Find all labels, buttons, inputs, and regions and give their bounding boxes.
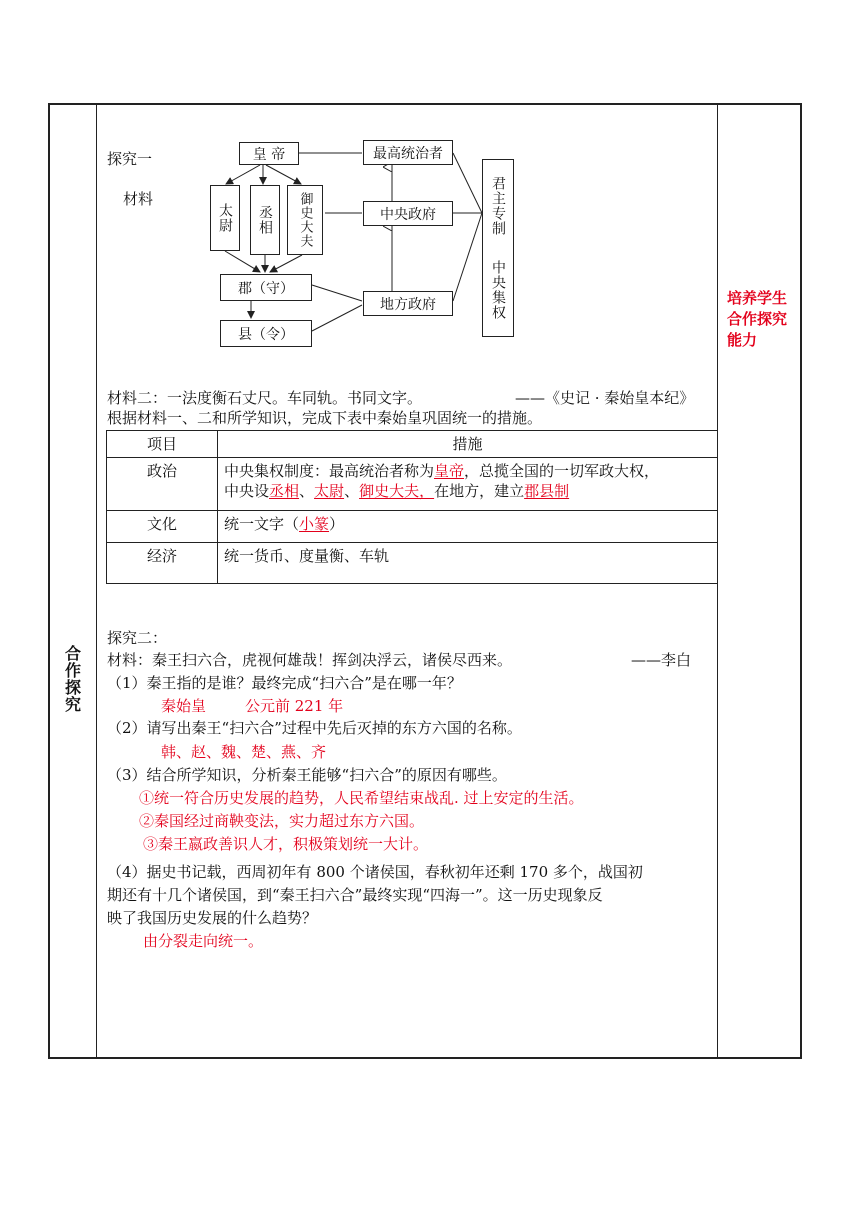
main-content: [105, 105, 718, 1057]
emperor-box: 皇 帝: [239, 142, 299, 165]
explore1-question: 根据材料一、二和所学知识，完成下表中秦始皇巩固统一的措施。: [107, 409, 543, 427]
question-4-line1: （4）据史书记载，西周初年有 800 个诸侯国，春秋初年还剩 170 多个，战国初: [107, 863, 643, 881]
answer-taiwei: 太尉: [314, 482, 345, 500]
politics-measure: [218, 458, 718, 511]
answer-2: 韩、赵、魏、楚、燕、齐: [161, 743, 327, 761]
material2-source: ——《史记 · 秦始皇本纪》: [515, 389, 695, 407]
row-label: 经济: [107, 543, 218, 584]
separator: 、: [299, 482, 315, 500]
question-2: （2）请写出秦王“扫六合”过程中先后灭掉的东方六国的名称。: [107, 719, 522, 737]
chengxiang-box: 丞相: [250, 185, 280, 255]
jun-box: 郡（守）: [220, 274, 312, 301]
lesson-frame: [48, 103, 802, 1059]
measures-table: [106, 430, 718, 584]
answer-1-name: 秦始皇: [161, 697, 207, 715]
answer-xiaozhuan: 小篆: [299, 515, 330, 533]
table-row: [107, 511, 718, 543]
question-4-line3: 映了我国历史发展的什么趋势？: [107, 909, 318, 927]
answer-1-year: 公元前 221 年: [245, 697, 344, 715]
explore2-material: 材料：秦王扫六合，虎视何雄哉！挥剑决浮云，诸侯尽西来。: [107, 651, 513, 669]
table-row: [107, 458, 718, 511]
top-ruler-box: 最高统治者: [363, 140, 453, 165]
political-structure-diagram: [105, 105, 718, 355]
politics-text: 中央集权制度：最高统治者称为: [224, 462, 435, 480]
column-divider-left: [96, 105, 97, 1057]
explore1-material-label: 材料: [123, 190, 154, 208]
teaching-goal: 培养学生合作探究能力: [727, 289, 788, 349]
answer-3-1: ①统一符合历史发展的趋势，人民希望结束战乱. 过上安定的生活。: [139, 789, 584, 807]
section-label-char: 探: [64, 678, 81, 697]
xian-box: 县（令）: [220, 320, 312, 347]
section-label-char: 作: [64, 661, 81, 680]
explore2-source: ——李白: [631, 651, 692, 669]
answer-3-2: ②秦国经过商鞅变法，实力超过东方六国。: [139, 812, 425, 830]
question-3: （3）结合所学知识，分析秦王能够“扫六合”的原因有哪些。: [107, 766, 507, 784]
table-header-row: [107, 431, 718, 458]
politics-text: 在地方，建立: [434, 482, 525, 500]
answer-emperor: 皇帝: [434, 462, 465, 480]
header-item: 项目: [107, 431, 218, 458]
separator: 、: [344, 482, 360, 500]
economy-measure: 统一货币、度量衡、车轨: [218, 543, 718, 584]
taiwei-box: 太尉: [210, 185, 240, 251]
section-label-char: 究: [64, 695, 81, 714]
answer-3-3: ③秦王嬴政善识人才，积极策划统一大计。: [143, 835, 429, 853]
explore1-title: 探究一: [107, 150, 153, 168]
right-summary-box: [482, 159, 514, 337]
answer-junxian: 郡县制: [524, 482, 570, 500]
row-label: 政治: [107, 458, 218, 511]
header-measure: 措施: [218, 431, 718, 458]
centralization-label: 中央集权: [490, 260, 506, 320]
politics-text: ，总揽全国的一切军政大权，: [464, 462, 660, 480]
section-label-char: 合: [64, 644, 81, 663]
culture-text: 统一文字（: [224, 515, 300, 533]
answer-yushi: 御史大夫，: [359, 482, 435, 500]
yushi-box: 御史大夫: [287, 185, 323, 255]
culture-measure: [218, 511, 718, 543]
row-label: 文化: [107, 511, 218, 543]
local-gov-box: 地方政府: [363, 291, 453, 316]
autocracy-label: 君主专制: [490, 176, 506, 236]
culture-text: ）: [329, 515, 345, 533]
material2-text: 材料二：一法度衡石丈尺。车同轨。书同文字。: [107, 389, 423, 407]
question-4-line2: 期还有十几个诸侯国，到“秦王扫六合”最终实现“四海一”。这一历史现象反: [107, 886, 603, 904]
answer-4: 由分裂走向统一。: [143, 932, 264, 950]
section-label: [50, 645, 96, 713]
explore2-title: 探究二：: [107, 629, 168, 647]
central-gov-box: 中央政府: [363, 201, 453, 226]
answer-chengxiang: 丞相: [269, 482, 300, 500]
politics-text: 中央设: [224, 482, 270, 500]
question-1: （1）秦王指的是谁？最终完成“扫六合”是在哪一年？: [107, 674, 462, 692]
table-row: [107, 543, 718, 584]
